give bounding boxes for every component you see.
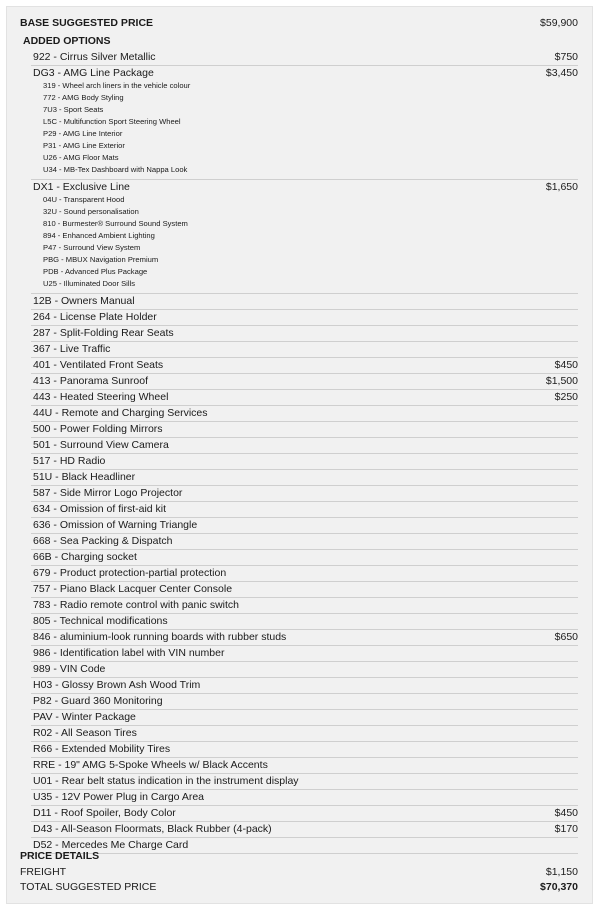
option-label: D52 - Mercedes Me Charge Card	[33, 839, 189, 851]
option-label: R02 - All Season Tires	[33, 727, 137, 739]
option-label: 922 - Cirrus Silver Metallic	[33, 51, 156, 63]
option-price: $1,500	[545, 375, 578, 387]
option-price: $1,650	[545, 181, 578, 193]
package-item-label: U25 - Illuminated Door Sills	[43, 279, 136, 288]
package-item-label: U34 - MB-Tex Dashboard with Nappa Look	[43, 165, 188, 174]
option-label: DG3 - AMG Line Package	[33, 67, 154, 79]
option-label: 783 - Radio remote control with panic switch	[33, 599, 240, 611]
package-item-label: 810 - Burmester® Surround Sound System	[43, 219, 188, 228]
package-item-label: P29 - AMG Line Interior	[43, 129, 123, 138]
option-label: 757 - Piano Black Lacquer Center Console	[33, 583, 233, 595]
package-item-label: 319 - Wheel arch liners in the vehicle colour	[43, 81, 191, 90]
option-label: 668 - Sea Packing & Dispatch	[33, 535, 173, 547]
base-price-label: BASE SUGGESTED PRICE	[20, 17, 154, 29]
package-item-label: 32U - Sound personalisation	[43, 207, 139, 216]
option-label: 501 - Surround View Camera	[33, 439, 169, 451]
option-label: 634 - Omission of first-aid kit	[33, 503, 167, 515]
option-label: P82 - Guard 360 Monitoring	[33, 695, 163, 707]
option-label: 500 - Power Folding Mirrors	[33, 423, 163, 435]
option-label: D43 - All-Season Floormats, Black Rubber (4-pack)	[33, 823, 272, 835]
package-item-label: P47 - Surround View System	[43, 243, 141, 252]
option-label: 12B - Owners Manual	[33, 295, 135, 307]
package-item-label: P31 - AMG Line Exterior	[43, 141, 125, 150]
package-item-label: 7U3 - Sport Seats	[43, 105, 104, 114]
package-item-label: 772 - AMG Body Styling	[43, 93, 124, 102]
base-price-value: $59,900	[540, 17, 578, 29]
option-price: $3,450	[545, 67, 578, 79]
option-label: 443 - Heated Steering Wheel	[33, 391, 169, 403]
option-label: 66B - Charging socket	[33, 551, 137, 563]
option-label: 367 - Live Traffic	[33, 343, 111, 355]
total-label: TOTAL SUGGESTED PRICE	[20, 881, 157, 893]
option-label: 805 - Technical modifications	[33, 615, 168, 627]
option-label: 517 - HD Radio	[33, 455, 106, 467]
row-divider	[31, 453, 578, 454]
option-label: 264 - License Plate Holder	[33, 311, 157, 323]
option-label: RRE - 19" AMG 5-Spoke Wheels w/ Black Accents	[33, 759, 268, 771]
option-label: R66 - Extended Mobility Tires	[33, 743, 171, 755]
option-label: 679 - Product protection-partial protection	[33, 567, 227, 579]
package-item-label: PBG - MBUX Navigation Premium	[43, 255, 159, 264]
option-price: $450	[554, 359, 578, 371]
row-divider	[31, 341, 578, 342]
option-label: U01 - Rear belt status indication in the instrument display	[33, 775, 299, 787]
total-value: $70,370	[540, 881, 578, 893]
option-label: PAV - Winter Package	[33, 711, 136, 723]
package-item-label: 894 - Enhanced Ambient Lighting	[43, 231, 155, 240]
package-item-label: L5C - Multifunction Sport Steering Wheel	[43, 117, 181, 126]
option-label: 846 - aluminium-look running boards with rubber studs	[33, 631, 287, 643]
option-label: U35 - 12V Power Plug in Cargo Area	[33, 791, 205, 803]
price-summary-panel	[6, 6, 593, 904]
option-label: 989 - VIN Code	[33, 663, 106, 675]
option-label: H03 - Glossy Brown Ash Wood Trim	[33, 679, 201, 691]
option-label: DX1 - Exclusive Line	[33, 181, 130, 193]
added-options-header: ADDED OPTIONS	[23, 35, 111, 47]
option-price: $250	[554, 391, 578, 403]
option-label: 51U - Black Headliner	[33, 471, 136, 483]
option-price: $170	[554, 823, 578, 835]
option-label: 401 - Ventilated Front Seats	[33, 359, 164, 371]
row-divider	[31, 853, 578, 854]
freight-label: FREIGHT	[20, 866, 67, 878]
option-label: 986 - Identification label with VIN number	[33, 647, 225, 659]
option-price: $450	[554, 807, 578, 819]
package-item-label: PDB - Advanced Plus Package	[43, 267, 148, 276]
package-item-label: 04U - Transparent Hood	[43, 195, 125, 204]
option-label: D11 - Roof Spoiler, Body Color	[33, 807, 176, 819]
option-price: $750	[554, 51, 578, 63]
freight-value: $1,150	[545, 866, 578, 878]
package-item-label: U26 - AMG Floor Mats	[43, 153, 119, 162]
option-label: 413 - Panorama Sunroof	[33, 375, 148, 387]
option-label: 636 - Omission of Warning Triangle	[33, 519, 198, 531]
option-label: 44U - Remote and Charging Services	[33, 407, 208, 419]
row-divider	[31, 661, 578, 662]
option-label: 287 - Split-Folding Rear Seats	[33, 327, 174, 339]
option-price: $650	[554, 631, 578, 643]
option-label: 587 - Side Mirror Logo Projector	[33, 487, 183, 499]
price-details-header: PRICE DETAILS	[20, 850, 100, 862]
